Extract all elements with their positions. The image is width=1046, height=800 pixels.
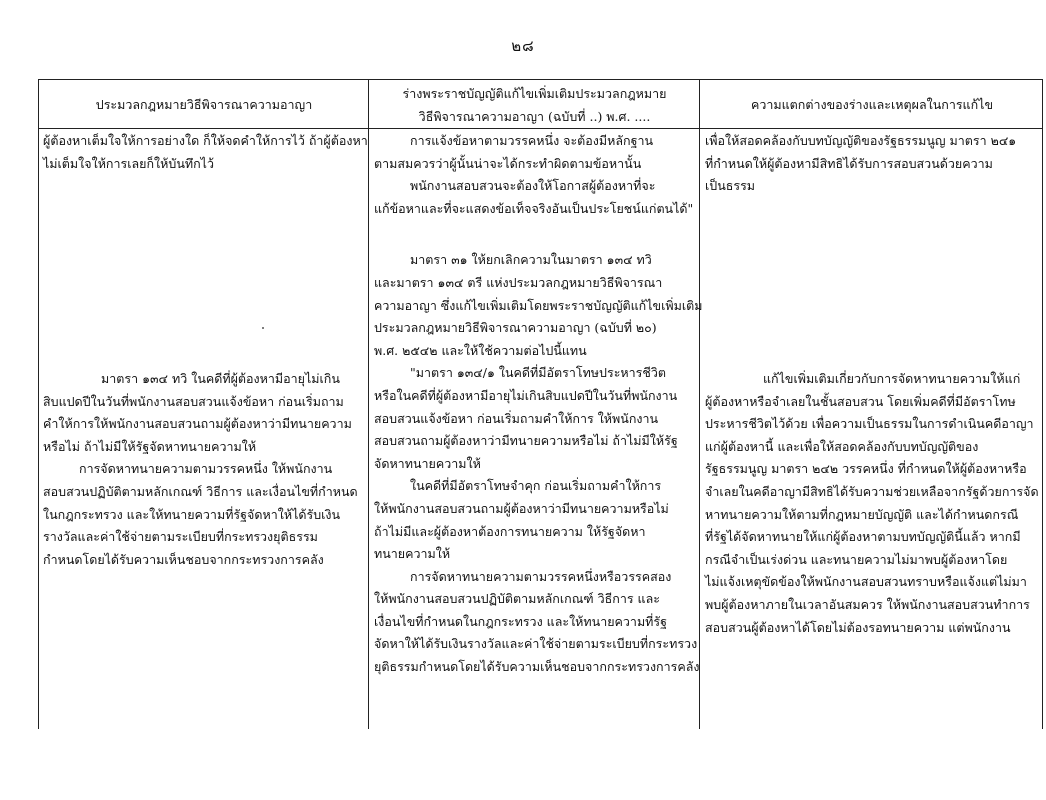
col3-line: รัฐธรรมนูญ มาตรา ๒๔๒ วรรคหนึ่ง ที่กำหนดให้ผู้ต้องหาหรือ — [705, 461, 1027, 477]
header-col1-text: ประมวลกฎหมายวิธีพิจารณาความอาญา — [95, 97, 313, 112]
col2-line: ให้พนักงานสอบสวนถามผู้ต้องหาว่ามีทนายความหรือไม่ — [374, 500, 669, 516]
col3-line: จำเลยในคดีอาญามีสิทธิได้รับความช่วยเหลือจากรัฐด้วยการจัด — [705, 483, 1039, 499]
col2-draft-text — [374, 130, 703, 679]
col1-line: สอบสวนปฏิบัติตามหลักเกณฑ์ วิธีการ และเงื่อนไขที่กำหนด — [43, 483, 358, 499]
col3-line: ประหารชีวิตไว้ด้วย เพื่อความเป็นธรรมในการดำเนินคดีอาญา — [705, 416, 1034, 432]
col1-line: รางวัลและค่าใช้จ่ายตามระเบียบที่กระทรวงยุติธรรม — [43, 529, 318, 545]
header-divider — [38, 128, 1043, 129]
col2-line: จัดหาทนายความให้ — [374, 455, 481, 471]
col3-line: ที่กำหนดให้ผู้ต้องหามีสิทธิได้รับการสอบสวนด้วยความ — [705, 155, 993, 171]
col2-line: หรือในคดีที่ผู้ต้องหามีอายุไม่เกินสิบแปดปีในวันที่พนักงาน — [374, 387, 678, 403]
col2-line: พ.ศ. ๒๕๔๒ และให้ใช้ความต่อไปนี้แทน — [374, 342, 587, 358]
col2-line: และมาตรา ๑๓๔ ตรี แห่งประมวลกฎหมายวิธีพิจารณา — [374, 274, 663, 290]
col3-line: พบผู้ต้องหาภายในเวลาอันสมควร ให้พนักงานสอบสวนทำการ — [705, 596, 1030, 612]
col2-line: ยุติธรรมกำหนดโดยได้รับความเห็นชอบจากกระทรวงการคลัง — [374, 659, 700, 675]
col3-line: แก้ไขเพิ่มเติมเกี่ยวกับการจัดหาทนายความให้แก่ — [763, 371, 1021, 386]
header-col3 — [701, 81, 1043, 128]
col2-line: ให้พนักงานสอบสวนปฏิบัติตามหลักเกณฑ์ วิธีการ และ — [374, 591, 660, 607]
col3-top-text — [705, 130, 1040, 198]
header-col1 — [40, 81, 368, 128]
col1-line: ผู้ต้องหาเต็มใจให้การอย่างใด ก็ให้จดคำให้การไว้ ถ้าผู้ต้องหา — [43, 133, 368, 148]
col3-line: เพื่อให้สอดคล้องกับบทบัญญัติของรัฐธรรมนูญ มาตรา ๒๔๑ — [705, 133, 1017, 148]
col3-line: ผู้ต้องหาหรือจำเลยในชั้นสอบสวน โดยเพิ่มคดีที่มีอัตราโทษ — [705, 393, 1016, 409]
col1-line: มาตรา ๑๓๔ ทวิ ในคดีที่ผู้ต้องหามีอายุไม่เกิน — [101, 371, 340, 386]
col1-line: กำหนดโดยได้รับความเห็นชอบจากกระทรวงการคลัง — [43, 551, 324, 567]
col1-top-text — [43, 130, 368, 175]
col1-line: การจัดหาทนายความตามวรรคหนึ่ง ให้พนักงาน — [79, 461, 333, 477]
col3-line: เป็นธรรม — [705, 178, 756, 194]
scan-speck — [262, 327, 264, 329]
col1-line: สิบแปดปีในวันที่พนักงานสอบสวนแจ้งข้อหา ก่อนเริ่มถาม — [43, 393, 344, 409]
header-col2-line2: วิธีพิจารณาความอาญา (ฉบับที่ ..) พ.ศ. .... — [418, 108, 651, 124]
col2-line: เงื่อนไขที่กำหนดในกฎกระทรวง และให้ทนายความที่รัฐ — [374, 613, 668, 629]
col2-line: ทนายความให้ — [374, 546, 451, 562]
col2-line: มาตรา ๓๑ ให้ยกเลิกความในมาตรา ๑๓๔ ทวิ — [410, 252, 652, 268]
col2-line: ประมวลกฎหมายวิธีพิจารณาความอาญา (ฉบับที่ ๒๐) — [374, 320, 657, 336]
col3-line: ไม่แจ้งเหตุขัดข้องให้พนักงานสอบสวนทราบหรือแจ้งแต่ไม่มา — [705, 574, 1027, 590]
col2-line: ในคดีที่มีอัตราโทษจำคุก ก่อนเริ่มถามคำให้การ — [410, 478, 662, 494]
col2-line: ตามสมควรว่าผู้นั้นน่าจะได้กระทำผิดตามข้อหานั้น — [374, 155, 642, 171]
col3-line: กรณีจำเป็นเร่งด่วน และทนายความไม่มาพบผู้ต้องหาโดย — [705, 551, 1008, 567]
col1-line: ในกฎกระทรวง และให้ทนายความที่รัฐจัดหาให้ได้รับเงิน — [43, 506, 341, 522]
col2-line: สอบสวนแจ้งข้อหา ก่อนเริ่มถามคำให้การ ให้พนักงาน — [374, 410, 659, 426]
table-top-border — [38, 79, 1043, 80]
col2-spacer — [374, 220, 696, 249]
column-divider-1 — [368, 79, 369, 729]
header-col2-line1: ร่างพระราชบัญญัติแก้ไขเพิ่มเติมประมวลกฎหมาย — [402, 85, 667, 101]
col2-line: ถ้าไม่มีและผู้ต้องหาต้องการทนายความ ให้รัฐจัดหา — [374, 523, 646, 539]
col2-line: การจัดหาทนายความตามวรรคหนึ่งหรือวรรคสอง — [410, 568, 672, 584]
col2-line: สอบสวนถามผู้ต้องหาว่ามีทนายความหรือไม่ ถ้าไม่มีให้รัฐ — [374, 433, 678, 449]
col3-line: แก่ผู้ต้องหานี้ และเพื่อให้สอดคล้องกับบทบัญญัติของ — [705, 438, 979, 454]
page-number: ๒๘ — [511, 37, 535, 55]
header-col3-text: ความแตกต่างของร่างและเหตุผลในการแก้ไข — [750, 97, 994, 112]
col2-line: การแจ้งข้อหาตามวรรคหนึ่ง จะต้องมีหลักฐาน — [410, 133, 654, 148]
col1-section-134bis — [43, 368, 365, 571]
col2-line: พนักงานสอบสวนจะต้องให้โอกาสผู้ต้องหาที่จะ — [410, 178, 656, 194]
col3-line: หาทนายความให้ตามที่กฎหมายบัญญัติ และได้กำหนดกรณี — [705, 506, 1019, 522]
header-col2 — [370, 81, 699, 128]
column-divider-2 — [699, 79, 700, 729]
col2-line: ความอาญา ซึ่งแก้ไขเพิ่มเติมโดยพระราชบัญญัติแก้ไขเพิ่มเติม — [374, 297, 703, 313]
col2-line: แก้ข้อหาและที่จะแสดงข้อเท็จจริงอันเป็นประโยชน์แก่ตนได้" — [374, 200, 694, 216]
col1-line: หรือไม่ ถ้าไม่มีให้รัฐจัดหาทนายความให้ — [43, 438, 257, 454]
col3-line: ที่รัฐได้จัดหาทนายให้แก่ผู้ต้องหาตามบทบัญญัตินี้แล้ว หากมี — [705, 529, 1021, 545]
col3-line: สอบสวนผู้ต้องหาได้โดยไม่ต้องรอทนายความ แต่พนักงาน — [705, 619, 1011, 635]
col3-section-reason — [705, 368, 1040, 639]
col2-line: "มาตรา ๑๓๔/๑ ในคดีที่มีอัตราโทษประหารชีวิต — [410, 365, 667, 381]
col1-line: ไม่เต็มใจให้การเลยก็ให้บันทึกไว้ — [43, 155, 214, 171]
col1-line: คำให้การให้พนักงานสอบสวนถามผู้ต้องหาว่ามีทนายความ — [43, 416, 352, 432]
col2-line: จัดหาให้ได้รับเงินรางวัลและค่าใช้จ่ายตามระเบียบที่กระทรวง — [374, 636, 698, 652]
